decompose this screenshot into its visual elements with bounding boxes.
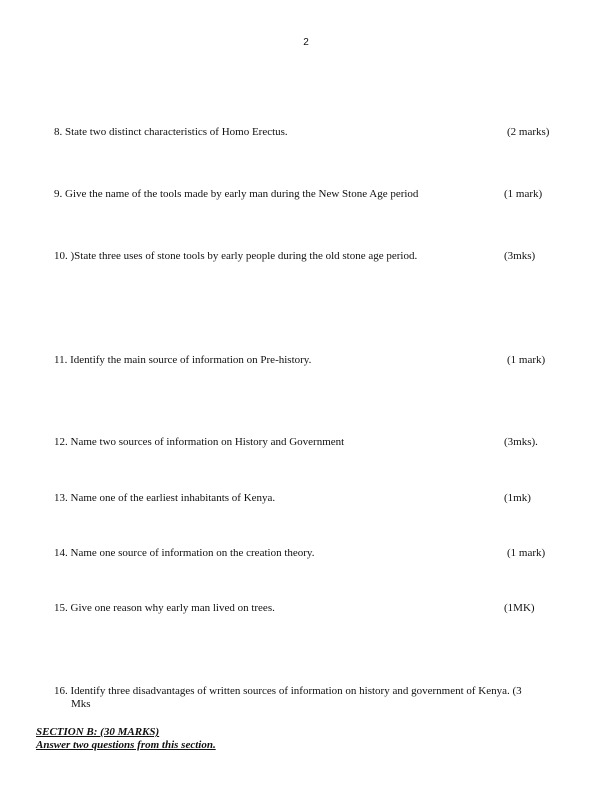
- question-text: 15. Give one reason why early man lived on trees.: [54, 602, 275, 614]
- question-marks: (1mk): [504, 492, 531, 504]
- question-text: 13. Name one of the earliest inhabitants of Kenya.: [54, 492, 276, 504]
- question-marks: (1 mark): [507, 547, 546, 559]
- question-marks: (3mks): [504, 250, 536, 262]
- question-marks: (2 marks): [507, 126, 550, 138]
- question-marks: (1MK): [504, 602, 535, 614]
- question-16-line-1: 16. Identify three disadvantages of written sources of information on history and government of Kenya. (3: [54, 685, 522, 697]
- question-16-line-2: Mks: [71, 698, 91, 710]
- question-text: 14. Name one source of information on the creation theory.: [54, 547, 315, 559]
- page-number: 2: [303, 37, 309, 48]
- question-text: 9. Give the name of the tools made by early man during the New Stone Age period: [54, 188, 419, 200]
- question-text: 11. Identify the main source of information on Pre-history.: [54, 354, 312, 366]
- question-text: 8. State two distinct characteristics of Homo Erectus.: [54, 126, 288, 138]
- question-marks: (1 mark): [507, 354, 546, 366]
- section-b-instruction: Answer two questions from this section.: [36, 739, 216, 751]
- question-marks: (3mks).: [504, 436, 538, 448]
- section-b-title: SECTION B: (30 MARKS): [36, 726, 160, 738]
- question-text: 10. )State three uses of stone tools by early people during the old stone age period.: [54, 250, 418, 262]
- question-16: [54, 685, 584, 711]
- question-marks: (1 mark): [504, 188, 543, 200]
- question-text: 12. Name two sources of information on History and Government: [54, 436, 345, 448]
- section-b-heading: [36, 726, 216, 752]
